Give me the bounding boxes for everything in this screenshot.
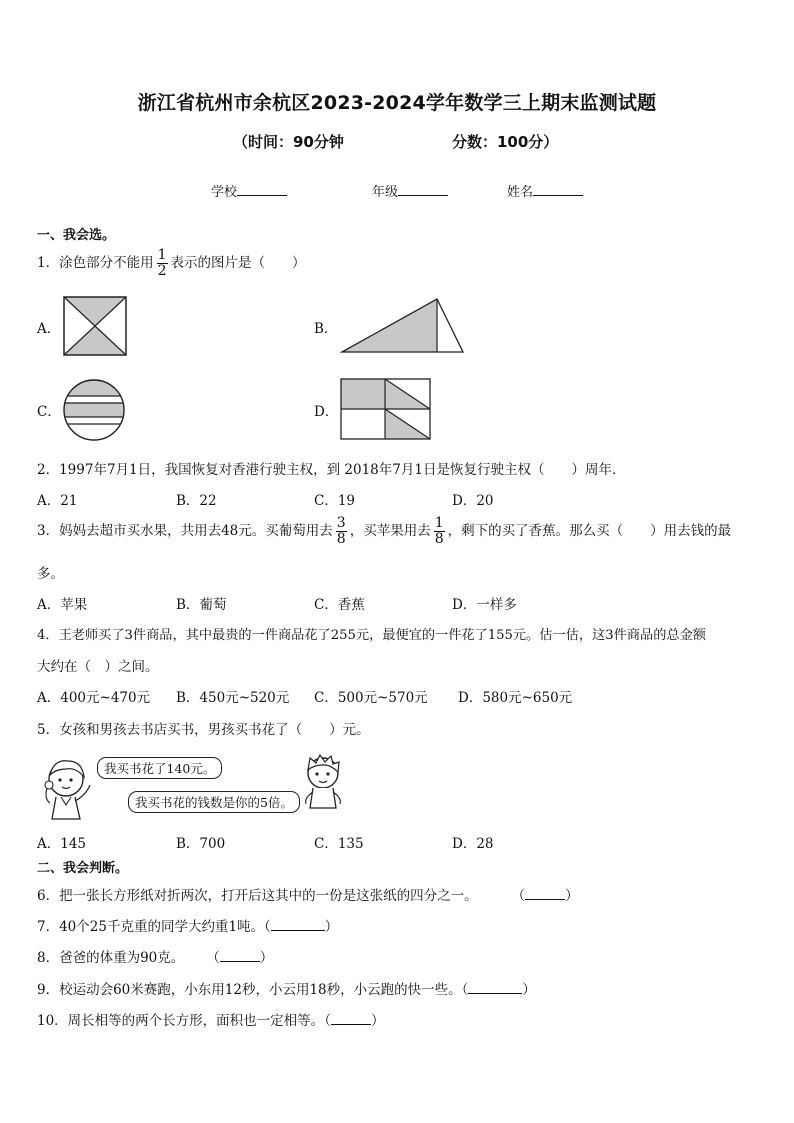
fraction-denominator: 8 <box>336 531 346 547</box>
question-text: 1．涂色部分不能用 <box>37 255 154 271</box>
fraction-numerator: 1 <box>434 515 444 531</box>
answer-paren: （ <box>324 1013 331 1029</box>
fraction-denominator: 8 <box>434 531 444 547</box>
question-text: 6．把一张长方形纸对折两次，打开后这其中的一份是这张纸的四分之一。 <box>37 888 478 904</box>
q2-option-a[interactable]: A．21 <box>37 493 78 509</box>
question-2: 2．1997年7月1日，我国恢复对香港行驶主权，到 2018年7月1日是恢复行驶主权（ ）周年． <box>37 462 626 478</box>
answer-paren: （ <box>511 888 526 904</box>
q5-option-c[interactable]: C．135 <box>314 836 364 852</box>
question-text: 表示的图片是（ ） <box>170 255 306 271</box>
answer-paren: ） <box>324 919 339 935</box>
grade-blank[interactable] <box>398 181 448 196</box>
question-10 <box>37 1009 384 1029</box>
question-text: 3．妈妈去超市买水果，共用去48元。买葡萄用去 <box>37 523 333 539</box>
question-9 <box>37 978 536 998</box>
q1-figure-a <box>63 296 127 356</box>
q4-option-a[interactable]: A．400元~470元 <box>37 690 151 706</box>
answer-paren: （ <box>264 919 271 935</box>
section-heading-choice: 一、我会选。 <box>37 228 116 243</box>
q5-option-a[interactable]: A．145 <box>37 836 87 852</box>
answer-paren: （ <box>206 950 220 966</box>
answer-blank[interactable] <box>525 885 565 900</box>
name-blank[interactable] <box>533 181 583 196</box>
question-4-line2: 大约在（ ）之间。 <box>37 659 159 675</box>
fraction <box>157 248 168 279</box>
name-field <box>507 181 583 200</box>
question-3 <box>37 516 731 547</box>
answer-paren: ） <box>522 982 536 998</box>
question-4: 4．王老师买了3件商品，其中最贵的一件商品花了255元，最便宜的一件花了155元。估一估，这3件商品的总金额 <box>37 628 706 643</box>
q1-figure-c <box>61 378 127 442</box>
question-1 <box>37 248 306 279</box>
q2-option-b[interactable]: B．22 <box>176 493 217 509</box>
answer-paren: （ <box>461 982 469 998</box>
q3-option-c[interactable]: C．香蕉 <box>314 597 365 613</box>
q2-option-c[interactable]: C．19 <box>314 493 356 509</box>
question-text: 7．40个25千克重的同学大约重1吨。 <box>37 919 265 935</box>
school-blank[interactable] <box>237 181 287 196</box>
q1-figure-d <box>340 378 432 440</box>
section-heading-judge: 二、我会判断。 <box>37 861 129 876</box>
answer-blank[interactable] <box>271 916 325 931</box>
q3-option-d[interactable]: D．一样多 <box>452 597 517 613</box>
answer-paren: ） <box>370 1013 385 1029</box>
q1-option-d-label[interactable]: D． <box>314 404 339 420</box>
q5-option-b[interactable]: B．700 <box>176 836 226 852</box>
fraction-numerator: 3 <box>336 515 346 531</box>
q3-option-b[interactable]: B．葡萄 <box>176 597 227 613</box>
question-6 <box>37 884 579 904</box>
fraction <box>434 516 445 547</box>
name-label: 姓名 <box>507 185 534 200</box>
question-5: 5．女孩和男孩去书店买书，男孩买书花了（ ）元。 <box>37 722 370 738</box>
boy-speech-bubble: 我买书花的钱数是你的5倍。 <box>128 791 300 813</box>
exam-time: （时间：90分钟 <box>233 133 344 151</box>
answer-blank[interactable] <box>220 947 260 962</box>
question-8 <box>37 946 273 966</box>
q1-option-a-label[interactable]: A． <box>37 321 61 337</box>
fraction <box>336 516 347 547</box>
page-title: 浙江省杭州市余杭区2023-2024学年数学三上期末监测试题 <box>137 92 657 114</box>
school-field <box>211 181 287 200</box>
q4-option-d[interactable]: D．580元~650元 <box>458 690 573 706</box>
exam-score: 分数：100分） <box>452 133 559 151</box>
q1-option-c-label[interactable]: C． <box>37 404 61 420</box>
question-3-line2: 多。 <box>37 566 64 582</box>
girl-illustration <box>42 755 98 823</box>
school-label: 学校 <box>211 185 238 200</box>
girl-speech-bubble: 我买书花了140元。 <box>97 757 222 779</box>
answer-blank[interactable] <box>331 1010 371 1025</box>
answer-blank[interactable] <box>468 979 522 994</box>
q1-option-b-label[interactable]: B． <box>314 321 338 337</box>
question-text: 8．爸爸的体重为90克。 <box>37 950 185 966</box>
question-text: 10．周长相等的两个长方形，面积也一定相等。 <box>37 1013 325 1029</box>
q2-option-d[interactable]: D．20 <box>452 493 494 509</box>
boy-illustration <box>300 752 346 810</box>
question-7 <box>37 915 338 935</box>
grade-label: 年级 <box>372 185 399 200</box>
fraction-denominator: 2 <box>157 263 167 279</box>
grade-field <box>372 181 448 200</box>
q1-figure-b <box>340 297 465 354</box>
q4-option-b[interactable]: B．450元~520元 <box>176 690 290 706</box>
q3-option-a[interactable]: A．苹果 <box>37 597 88 613</box>
answer-paren: ） <box>259 950 274 966</box>
fraction-numerator: 1 <box>157 247 167 263</box>
q5-option-d[interactable]: D．28 <box>452 836 494 852</box>
question-text: 9．校运动会60米赛跑，小东用12秒，小云用18秒，小云跑的快一些。 <box>37 982 462 998</box>
q4-option-c[interactable]: C．500元~570元 <box>314 690 428 706</box>
question-text: ，剩下的买了香蕉。那么买（ ）用去钱的最 <box>447 523 732 539</box>
question-text: ，买苹果用去 <box>349 523 431 539</box>
answer-paren: ） <box>565 888 579 904</box>
